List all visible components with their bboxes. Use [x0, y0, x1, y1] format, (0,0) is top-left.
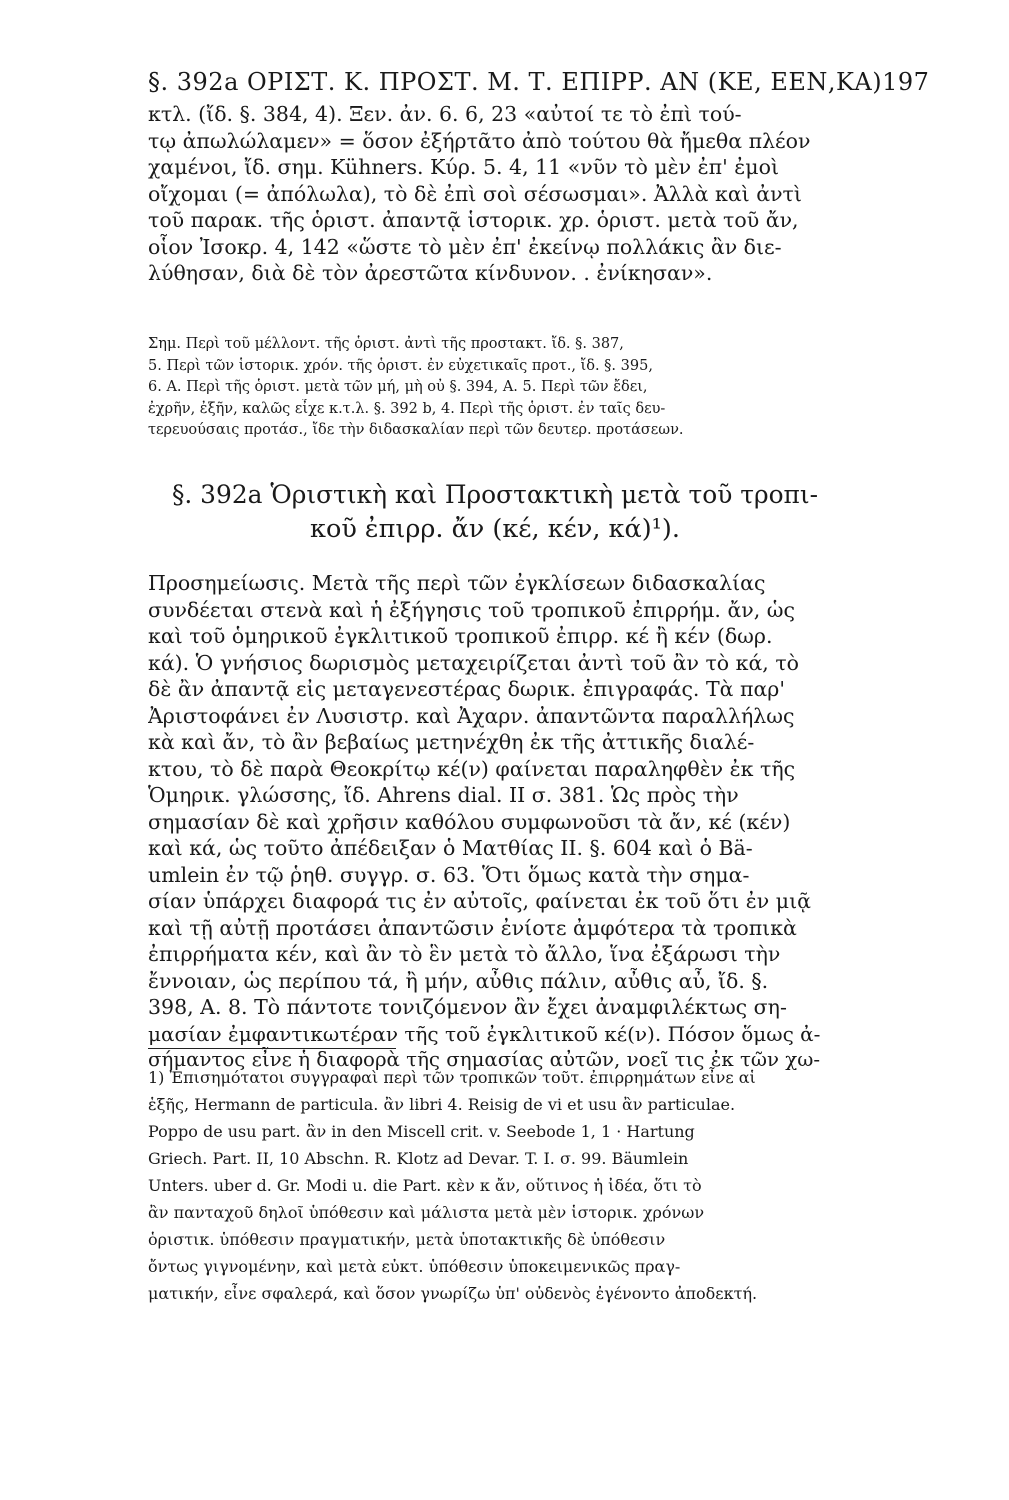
text-line: 398, Α. 8. Τὸ πάντοτε τονιζόμενον ἂν ἔχει ἀναμφιλέκτως ση-	[148, 995, 787, 1019]
heading-line: κοῦ ἐπιρρ. ἄν (κέ, κέν, κά)¹).	[310, 514, 680, 544]
text-line: μασίαν ἐμφαντικωτέραν τῆς τοῦ ἐγκλιτικοῦ κέ(ν). Πόσον ὅμως ἀ-	[148, 1021, 821, 1046]
footnote-line: ματικήν, εἶνε σφαλερά, καὶ ὅσον γνωρίζω ὑπ' οὐδενὸς ἐγένοντο ἀποδεκτή.	[148, 1284, 758, 1303]
text-line: κὰ καὶ ἄν, τὸ ἂν βεβαίως μετηνέχθη ἐκ τῆς ἀττικῆς διαλέ-	[148, 730, 755, 754]
text-line: καὶ κά, ὡς τοῦτο ἀπέδειξαν ὁ Ματθίας II. §. 604 καὶ ὁ Bä-	[148, 836, 753, 860]
text-line: σήμαντος εἶνε ἡ διαφορὰ τῆς σημασίας αὐτῶν, νοεῖ τις ἐκ τῶν χω-	[148, 1048, 821, 1071]
footnote-line: ὁριστικ. ὑπόθεσιν πραγματικήν, μετὰ ὑποτακτικῆς δὲ ὑπόθεσιν	[148, 1230, 666, 1249]
note-line: Σημ. Περὶ τοῦ μέλλοντ. τῆς ὁριστ. ἀντὶ τῆς προστακτ. ἴδ. §. 387,	[148, 336, 624, 352]
footnote-line: Poppo de usu part. ἂν in den Miscell crit. v. Seebode 1, 1 · Hartung	[148, 1122, 695, 1141]
text-line: ἔννοιαν, ὡς περίπου τά, ἢ μήν, αὖθις πάλιν, αὖθις αὖ, ἴδ. §.	[148, 968, 769, 993]
footnote	[148, 1064, 824, 1307]
running-header	[148, 68, 930, 96]
text-line: δὲ ἂν ἀπαντᾷ εἰς μεταγενεστέρας δωρικ. ἐπιγραφάς. Τὰ παρ'	[148, 677, 785, 701]
text-line: κά). Ὁ γνήσιος δωρισμὸς μεταχειρίζεται ἀντὶ τοῦ ἂν τὸ κά, τὸ	[148, 650, 800, 675]
footnote-line: 1) Ἐπισημότατοι συγγραφαὶ περὶ τῶν τροπικῶν τοῦτ. ἐπιρρημάτων εἶνε αἱ	[148, 1068, 756, 1087]
remark-note	[148, 334, 824, 442]
footnote-line: Unters. uber d. Gr. Modi u. die Part. κὲν κ ἄν, οὕτινος ἡ ἰδέα, ὅτι τὸ	[148, 1176, 702, 1195]
note-line: τερευούσαις προτάσ., ἴδε τὴν διδασκαλίαν περὶ τῶν δευτερ. προτάσεων.	[148, 422, 684, 438]
note-line: 5. Περὶ τῶν ἱστορικ. χρόν. τῆς ὁριστ. ἐν εὐχετικαῖς προτ., ἴδ. §. 395,	[148, 357, 653, 374]
text-line: τοῦ παρακ. τῆς ὁριστ. ἀπαντᾷ ἱστορικ. χρ. ὁριστ. μετὰ τοῦ ἄν,	[148, 208, 799, 232]
footnote-line: ὄντως γιγνομένην, καὶ μετὰ εὐκτ. ὑπόθεσιν ὑποκειμενικῶς πραγ-	[148, 1257, 681, 1276]
main-paragraph	[148, 570, 824, 1074]
continued-paragraph	[148, 101, 824, 287]
text-line: Ἀριστοφάνει ἐν Λυσιστρ. καὶ Ἀχαρν. ἀπαντῶντα παραλλήλως	[148, 703, 795, 728]
text-line: κτλ. (ἴδ. §. 384, 4). Ξεν. ἀν. 6. 6, 23 «αὐτοί τε τὸ ἐπὶ τού-	[148, 102, 742, 126]
text-line: umlein ἐν τῷ ῥηθ. συγγρ. σ. 63. Ὅτι ὅμως κατὰ τὴν σημα-	[148, 862, 750, 887]
text-line: Προσημείωσις. Μετὰ τῆς περὶ τῶν ἐγκλίσεων διδασκαλίας	[148, 571, 766, 595]
running-title: §. 392a ΟΡΙΣΤ. Κ. ΠΡΟΣΤ. Μ. Τ. ΕΠΙΡΡ. ΑΝ (ΚΕ, ΕΕΝ,ΚΑ)	[148, 68, 883, 96]
page-number: 197	[882, 68, 930, 96]
text-line: Ὁμηρικ. γλώσσης, ἴδ. Ahrens dial. II σ. 381. Ὡς πρὸς τὴν	[148, 783, 739, 807]
note-line: 6. Α. Περὶ τῆς ὁριστ. μετὰ τῶν μή, μὴ οὐ §. 394, Α. 5. Περὶ τῶν ἔδει,	[148, 379, 648, 395]
text-line: καὶ τῇ αὐτῇ προτάσει ἀπαντῶσιν ἐνίοτε ἀμφότερα τὰ τροπικὰ	[148, 915, 797, 940]
text-line: οἷον Ἰσοκρ. 4, 142 «ὥστε τὸ μὲν ἐπ' ἐκείνῳ πολλάκις ἂν διε-	[148, 234, 782, 259]
section-heading	[170, 478, 820, 546]
note-line: ἐχρῆν, ἐξῆν, καλῶς εἶχε κ.τ.λ. §. 392 b, 4. Περὶ τῆς ὁριστ. ἐν ταῖς δευ-	[148, 400, 666, 417]
text-line: λύθησαν, διὰ δὲ τὸν ἀρεστῶτα κίνδυνον. . ἐνίκησαν».	[148, 261, 713, 285]
text-line: οἴχομαι (= ἀπόλωλα), τὸ δὲ ἐπὶ σοὶ σέσωσμαι». Ἀλλὰ καὶ ἀντὶ	[148, 181, 802, 206]
footnote-line: ἂν πανταχοῦ δηλοῖ ὑπόθεσιν καὶ μάλιστα μετὰ μὲν ἱστορικ. χρόνων	[148, 1203, 705, 1222]
text-line: κτου, τὸ δὲ παρὰ Θεοκρίτῳ κέ(ν) φαίνεται παραληφθὲν ἐκ τῆς	[148, 756, 796, 781]
text-line: συνδέεται στενὰ καὶ ἡ ἐξήγησις τοῦ τροπικοῦ ἐπιρρήμ. ἄν, ὡς	[148, 597, 795, 622]
text-line: σημασίαν δὲ καὶ χρῆσιν καθόλου συμφωνοῦσι τὰ ἄν, κέ (κέν)	[148, 809, 791, 834]
text-line: καὶ τοῦ ὁμηρικοῦ ἐγκλιτικοῦ τροπικοῦ ἐπιρρ. κέ ἢ κέν (δωρ.	[148, 624, 773, 648]
text-line: τῳ ἀπωλώλαμεν» = ὅσον ἐξήρτᾶτο ἀπὸ τούτου θὰ ἤμεθα πλέον	[148, 128, 811, 153]
text-line: ἐπιρρήματα κέν, καὶ ἂν τὸ ἓν μετὰ τὸ ἄλλο, ἵνα ἐξάρωσι τὴν	[148, 942, 781, 966]
text-line: χαμένοι, ἴδ. σημ. Kühners. Κύρ. 5. 4, 11 «νῦν τὸ μὲν ἐπ' ἐμοὶ	[148, 155, 779, 179]
footnote-line: ἑξῆς, Hermann de particula. ἂν libri 4. Reisig de vi et usu ἂν particulae.	[148, 1095, 736, 1114]
heading-line: §. 392a Ὁριστικὴ καὶ Προστακτικὴ μετὰ τοῦ τροπι-	[171, 480, 819, 509]
footnote-separator	[148, 1048, 396, 1049]
text-line: σίαν ὑπάρχει διαφορά τις ἐν αὐτοῖς, φαίνεται ἐκ τοῦ ὅτι ἐν μιᾷ	[148, 889, 811, 913]
footnote-line: Griech. Part. II, 10 Abschn. R. Klotz ad Devar. T. I. σ. 99. Bäumlein	[148, 1149, 689, 1168]
